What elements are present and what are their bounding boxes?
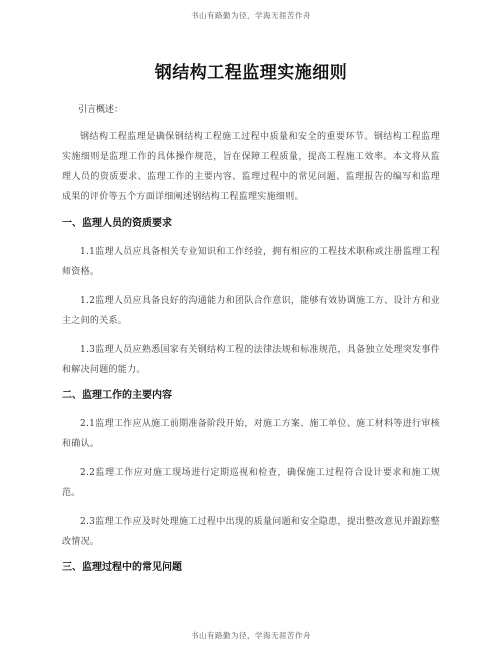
section-heading: 一、监理人员的资质要求 bbox=[62, 218, 172, 229]
section-heading: 二、监理工作的主要内容 bbox=[62, 390, 172, 401]
section-heading: 三、监理过程中的常见问题 bbox=[62, 562, 182, 573]
section-common-problems bbox=[62, 561, 440, 575]
section-item: 2.2监理工作应对施工现场进行定期巡视和检查，确保施工过程符合设计要求和施工规范。 bbox=[62, 468, 440, 498]
section-main-work bbox=[62, 389, 440, 552]
section-qualifications bbox=[62, 217, 440, 380]
section-item: 1.2监理人员应具备良好的沟通能力和团队合作意识，能够有效协调施工方、设计方和业主之间的关系。 bbox=[62, 296, 440, 326]
section-item: 2.3监理工作应及时处理施工过程中出现的质量问题和安全隐患，提出整改意见并跟踪整改情况。 bbox=[62, 517, 440, 547]
intro-paragraph: 钢结构工程监理是确保钢结构工程施工过程中质量和安全的重要环节。钢结构工程监理实施细则是监理工作的具体操作规范，旨在保障工程质量，提高工程施工效率。本文将从监理人员的资质要求、监理工作的主要内容、监理过程中的常见问题、监理报告的编写和监理成果的评价等五个方面详细阐述钢结构工程监理实施细则。 bbox=[62, 132, 440, 202]
page-footer-motto: 书山有路勤为径，学海无涯苦作舟 bbox=[191, 631, 311, 640]
section-item: 1.1监理人员应具备相关专业知识和工作经验，拥有相应的工程技术职称或注册监理工程师资格。 bbox=[62, 247, 440, 277]
intro-label: 引言概述： bbox=[78, 105, 124, 115]
document-title: 钢结构工程监理实施细则 bbox=[154, 63, 348, 83]
page-header-motto: 书山有路勤为径，学海无涯苦作舟 bbox=[191, 11, 311, 20]
section-item: 2.1监理工作应从施工前期准备阶段开始，对施工方案、施工单位、施工材料等进行审核和确认。 bbox=[62, 419, 440, 449]
section-item: 1.3监理人员应熟悉国家有关钢结构工程的法律法规和标准规范，具备独立处理突发事件和解决问题的能力。 bbox=[62, 345, 440, 375]
document-body bbox=[62, 58, 440, 586]
